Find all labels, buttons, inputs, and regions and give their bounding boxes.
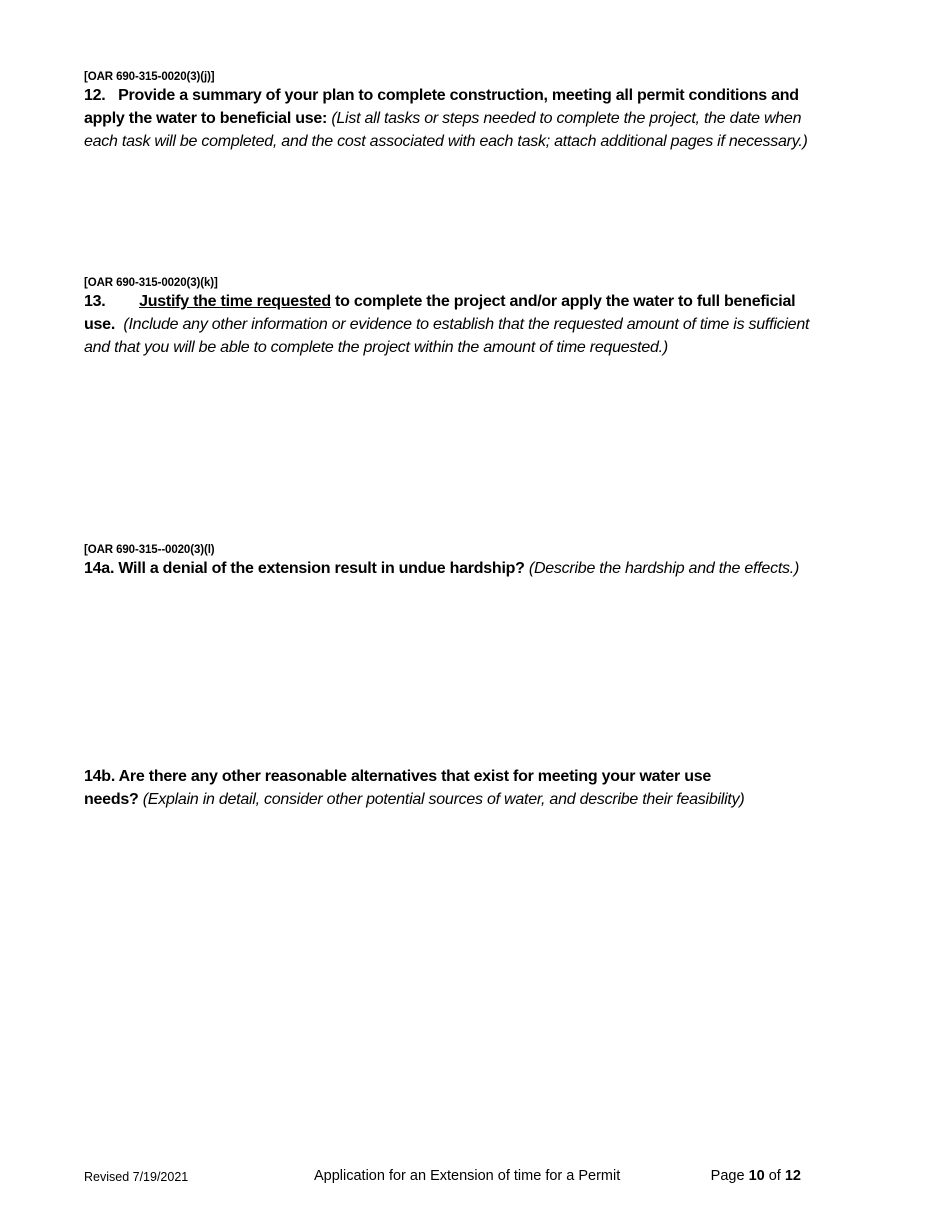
footer-page-number	[711, 1168, 801, 1184]
section-13-number: 13.	[84, 293, 106, 310]
footer-page-word: Page	[710, 1168, 745, 1184]
section-14b-question	[84, 765, 764, 811]
section-13-reference: [OAR 690-315-0020(3)(k)]	[84, 277, 218, 289]
section-14a-question	[84, 557, 814, 580]
footer-page-total: 12	[784, 1168, 801, 1184]
footer-document-title: Application for an Extension of time for a Permit	[314, 1168, 621, 1184]
section-12-reference: [OAR 690-315-0020(3)(j)]	[84, 71, 215, 83]
footer-of-word: of	[768, 1168, 781, 1184]
section-14b	[84, 765, 764, 811]
section-14a	[84, 543, 814, 580]
section-14b-prompt: 14b. Are there any other reasonable alternatives that exist for meeting your water use needs?	[84, 768, 712, 808]
section-14a-prompt: 14a. Will a denial of the extension result in undue hardship?	[84, 560, 525, 577]
section-13-underlined-prompt: Justify the time requested	[139, 293, 331, 310]
section-13-instructions: (Include any other information or evidence to establish that the requested amount of time is sufficient and that you will be able to complete the project within the amount of time requested.)	[84, 316, 810, 356]
section-12	[84, 70, 814, 153]
section-13-question	[84, 290, 814, 359]
section-12-question	[84, 84, 814, 153]
section-13-prompt: to complete the project and/or apply the water to full beneficial use.	[84, 293, 796, 333]
section-14a-instructions: (Describe the hardship and the effects.)	[528, 560, 800, 577]
section-13	[84, 276, 814, 359]
section-12-number: 12.	[84, 87, 106, 104]
footer-page-current: 10	[748, 1168, 765, 1184]
section-14a-reference: [OAR 690-315--0020(3)(l)	[84, 544, 215, 556]
section-12-prompt: Provide a summary of your plan to complete construction, meeting all permit conditions and apply the water to beneficial use:	[84, 87, 799, 127]
footer-revised-date: Revised 7/19/2021	[84, 1170, 189, 1184]
section-12-instructions: (List all tasks or steps needed to complete the project, the date when each task will be completed, and the cost associated with each task; attach additional pages if necessary.)	[84, 110, 808, 150]
page-footer	[84, 1168, 804, 1188]
section-14b-instructions: (Explain in detail, consider other potential sources of water, and describe their feasibility)	[142, 791, 745, 808]
